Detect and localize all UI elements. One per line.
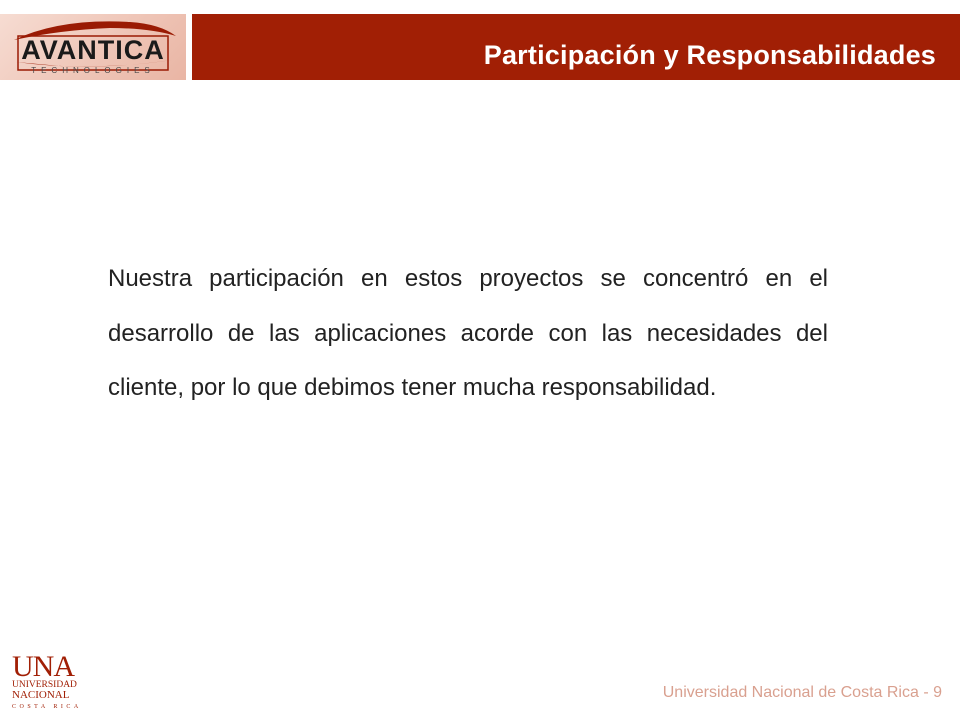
body-paragraph: Nuestra participación en estos proyectos se concentró en el desarrollo de las aplicaciones acorde con las necesidades del cliente, por lo que debimos tener mucha responsabilidad. — [108, 265, 828, 401]
una-logo-line1: UNIVERSIDAD — [12, 680, 77, 690]
una-logo-line3: COSTA RICA — [12, 704, 82, 710]
una-logo — [10, 648, 90, 712]
slide-title: Participación y Responsabilidades — [483, 40, 936, 70]
avantica-logo-panel — [0, 14, 186, 80]
footer-caption: Universidad Nacional de Costa Rica - 9 — [662, 684, 942, 701]
logo-wordmark: AVANTICA — [21, 35, 165, 65]
avantica-logo — [0, 14, 186, 80]
logo-tagline: TECHNOLOGIES — [31, 66, 155, 75]
una-logo-line2: NACIONAL — [12, 689, 70, 701]
una-logo-abbr: UNA — [12, 650, 74, 683]
header-bar — [192, 14, 960, 80]
